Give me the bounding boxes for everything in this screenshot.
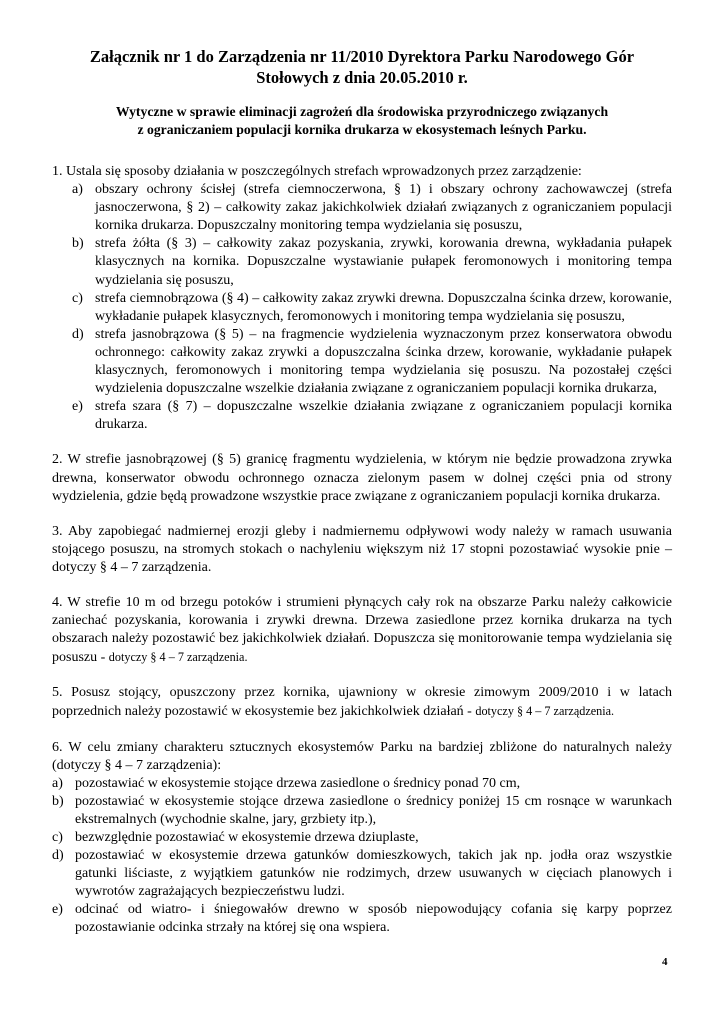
section-6 xyxy=(52,739,672,938)
section-4-reference: dotyczy § 4 – 7 zarządzenia. xyxy=(108,650,248,665)
section-5 xyxy=(52,684,672,721)
list-item-label: e) xyxy=(72,399,83,415)
list-item xyxy=(52,181,672,235)
list-item-text: pozostawiać w ekosystemie stojące drzewa zasiedlone o średnicy poniżej 15 cm rosnące w warunkach ekstremalnych (wychodnie skalne, jary, grzbiety itp.), xyxy=(75,793,672,827)
document-subtitle xyxy=(60,103,664,139)
section-6-list xyxy=(52,775,672,938)
subtitle-line-1: Wytyczne w sprawie eliminacji zagrożeń dla środowiska przyrodniczego związanych xyxy=(115,104,609,119)
list-item xyxy=(52,829,672,847)
section-2 xyxy=(52,451,672,505)
list-item xyxy=(52,901,672,937)
list-item-label: a) xyxy=(52,775,63,791)
list-item-text: odcinać od wiatro- i śniegowałów drewno w sposób niepowodujący cofania się karpy poprzez pozostawianie odcinka strzały na której się ona wspiera. xyxy=(75,902,672,936)
list-item-label: b) xyxy=(72,236,84,252)
section-1-intro: 1. Ustala się sposoby działania w poszczególnych strefach wprowadzonych przez zarządzenie: xyxy=(52,164,582,179)
section-4-text: 4. W strefie 10 m od brzegu potoków i strumieni płynących cały rok na obszarze Parku należy całkowicie zaniechać pozyskania, korowania i zrywki drewna. Drzewa zasiedlone przez kornika drukarza na tych obszarach należy pozostawić bez jakichkolwiek działań. Dopuszcza się monitorowanie tempa wydzielania się posuszu - xyxy=(52,594,672,666)
list-item-label: d) xyxy=(72,326,84,342)
list-item xyxy=(52,326,672,398)
list-item xyxy=(52,398,672,434)
list-item-text: bezwzględnie pozostawiać w ekosystemie drzewa dziuplaste, xyxy=(75,830,419,845)
list-item-label: e) xyxy=(52,902,63,918)
list-item-label: a) xyxy=(72,182,83,198)
section-3 xyxy=(52,523,672,577)
section-5-paragraph xyxy=(52,684,672,721)
list-item-text: obszary ochrony ścisłej (strefa ciemnoczerwona, § 1) i obszary ochrony zachowawczej (strefa jasnoczerwona, § 2) – całkowity zakaz jakichkolwiek działań związanych z ograniczaniem populacji kornika drukarza. Dopuszczalny monitoring tempa wydzielania się posuszu, xyxy=(95,182,672,234)
section-6-intro: 6. W celu zmiany charakteru sztucznych ekosystemów Parku na bardziej zbliżone do naturalnych należy (dotyczy § 4 – 7 zarządzenia): xyxy=(52,739,672,773)
page-number: 4 xyxy=(662,956,668,968)
section-2-text: 2. W strefie jasnobrązowej (§ 5) granicę fragmentu wydzielenia, w którym nie będzie prowadzona zrywka drewna, konserwator obwodu ochronnego oznacza zielonym pasem w dolnej części pnia od strony wydzielenia, gdzie będą prowadzone wszystkie prace związane z ograniczaniem populacji kornika drukarza. xyxy=(52,452,672,504)
list-item-text: strefa żółta (§ 3) – całkowity zakaz pozyskania, zrywki, korowania drewna, wykładania pułapek klasycznych na kornika. Dopuszczalne wystawianie pułapek feromonowych i monitoring tempa wydzielania się posuszu, xyxy=(95,236,672,288)
list-item xyxy=(52,775,672,793)
list-item-label: c) xyxy=(72,290,83,306)
section-1 xyxy=(52,163,672,434)
list-item-text: pozostawiać w ekosystemie drzewa gatunków domieszkowych, takich jak np. jodła oraz wszystkie gatunki liściaste, z wyjątkiem gatunków nie rodzimych, drzew usuwanych w cięciach planowych i wywrotów zagrażających bezpieczeństwu ludzi. xyxy=(75,848,672,900)
list-item xyxy=(52,793,672,829)
list-item xyxy=(52,235,672,289)
list-item-label: c) xyxy=(52,830,63,845)
section-4 xyxy=(52,594,672,667)
document-body xyxy=(52,163,672,955)
section-3-text: 3. Aby zapobiegać nadmiernej erozji gleby i nadmiernemu odpływowi wody należy w ramach usuwania stojącego posuszu, na stromych stokach o nachyleniu większym niż 17 stopni pozostawiać wysokie pnie – dotyczy § 4 – 7 zarządzenia. xyxy=(52,523,672,575)
list-item-text: strefa jasnobrązowa (§ 5) – na fragmencie wydzielenia wyznaczonym przez konserwatora obwodu ochronnego: całkowity zakaz zrywki a dopuszczalna ścinka drzew, korowanie, wykładanie pułapek klasycznych, feromonowych i monitoring tempa wydzielania się posuszu. Na pozostałej części wydzielenia dopuszczalne wszelkie działania związane z ograniczaniem populacji kornika drukarza, xyxy=(95,326,672,397)
list-item xyxy=(52,847,672,901)
section-4-paragraph xyxy=(52,594,672,667)
list-item-label: d) xyxy=(52,848,64,864)
subtitle-line-2: z ograniczaniem populacji kornika drukarza w ekosystemach leśnych Parku. xyxy=(137,122,587,137)
document-title: Załącznik nr 1 do Zarządzenia nr 11/2010 Dyrektora Parku Narodowego Gór Stołowych z dnia 20.05.2010 r. xyxy=(89,47,635,87)
list-item-label: b) xyxy=(52,793,64,809)
list-item-text: strefa szara (§ 7) – dopuszczalne wszelkie działania związane z ograniczaniem populacji kornika drukarza. xyxy=(95,399,672,433)
list-item xyxy=(52,290,672,326)
list-item-text: strefa ciemnobrązowa (§ 4) – całkowity zakaz zrywki drewna. Dopuszczalna ścinka drzew, korowanie, wykładanie pułapek klasycznych, feromonowych i monitoring tempa wydzielania się posuszu, xyxy=(95,290,672,324)
section-5-text: 5. Posusz stojący, opuszczony przez kornika, ujawniony w okresie zimowym 2009/2010 i w latach poprzednich należy pozostawić w ekosystemie bez jakichkolwiek działań - xyxy=(52,685,672,720)
section-5-reference: dotyczy § 4 – 7 zarządzenia. xyxy=(475,704,615,719)
section-1-list xyxy=(52,181,672,434)
list-item-text: pozostawiać w ekosystemie stojące drzewa zasiedlone o średnicy ponad 70 cm, xyxy=(75,775,521,791)
